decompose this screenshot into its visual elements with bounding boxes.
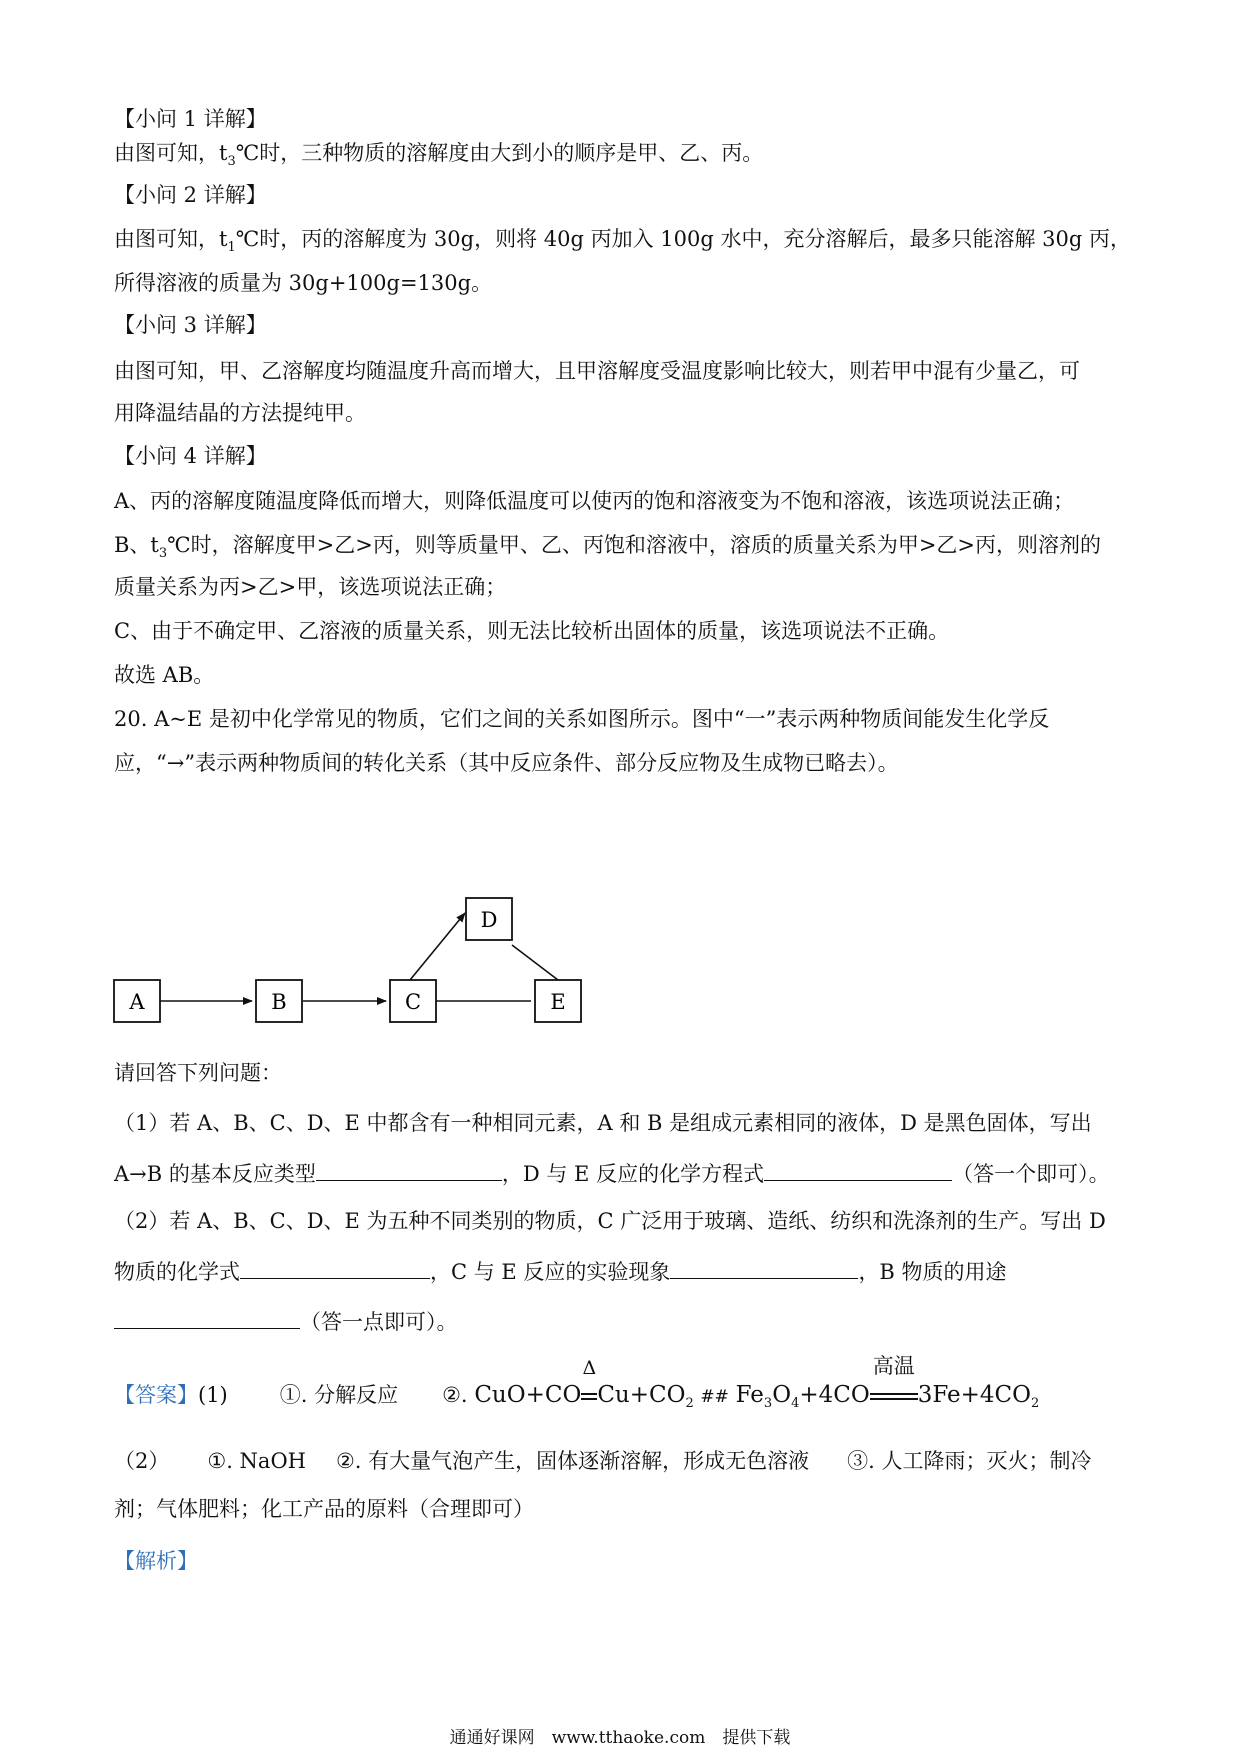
node-c-label: C — [404, 990, 422, 1014]
subquestion-20-1-line2: A→B 的基本反应类型 ，D 与 E 反应的化学方程式 （答一个即可）。 — [114, 1158, 1124, 1189]
equation-2: $Fe_3O_4+4CO$ 高温 $3Fe+4CO_2$ — [735, 1354, 1040, 1411]
answer-1-1: ①. 分解反应 — [279, 1383, 399, 1407]
subquestion-4-option-c: C、由于不确定甲、乙溶液的质量关系，则无法比较析出固体的质量，该选项说法不正确。 — [114, 619, 950, 643]
node-c — [390, 980, 436, 1022]
subquestion-20-1-line1: （1）若 A、B、C、D、E 中都含有一种相同元素，A 和 B 是组成元素相同的液体，D 是黑色固体，写出 — [114, 1111, 1092, 1135]
answer-line-1: 【答案】(1) ①. 分解反应 ②. CuO+CO Δ $Cu+CO_2$ ## $Fe_3O_4+4CO$ 高温 $3Fe+4CO_2$ — [114, 1354, 1040, 1411]
node-b — [256, 980, 302, 1022]
subquestion-4-option-b-line2: 质量关系为丙>乙>甲，该选项说法正确； — [114, 575, 507, 599]
subquestion-1-heading: 【小问 1 详解】 — [114, 107, 267, 131]
answer-blank[interactable] — [240, 1256, 430, 1279]
subquestion-20-2-line3: （答一点即可）。 — [114, 1306, 1124, 1337]
footer-source: 通通好课网 www.tthaoke.com 提供下载 — [449, 1728, 791, 1748]
question-20-stem-line2: 应，“→”表示两种物质间的转化关系（其中反应条件、部分反应物及生成物已略去）。 — [114, 751, 899, 775]
answer-line-2: （2） ①. NaOH ②. 有大量气泡产生，固体逐渐溶解，形成无色溶液 ③. 人工降雨；灭火；制冷 — [114, 1449, 1092, 1473]
subquestion-4-heading: 【小问 4 详解】 — [114, 444, 267, 468]
node-b-label: B — [271, 990, 287, 1014]
subquestion-4-choice: 故选 AB。 — [114, 663, 215, 687]
equation-1: CuO+CO Δ $Cu+CO_2$ — [474, 1357, 694, 1411]
subquestion-1-text: 由图可知，$t_3℃$时，三种物质的溶解度由大到小的顺序是甲、乙、丙。 — [114, 141, 764, 169]
node-d — [466, 898, 512, 940]
subquestion-2-text-line1: 由图可知，$t_1℃$时，丙的溶解度为 30g，则将 40g 丙加入 100g 水中，充分溶解后，最多只能溶解 30g 丙， — [114, 227, 1131, 255]
subquestion-20-2-line1: （2）若 A、B、C、D、E 为五种不同类别的物质，C 广泛用于玻璃、造纸、纺织和洗涤剂的生产。写出 D — [114, 1209, 1106, 1233]
answer-tag: 【答案】 — [114, 1383, 198, 1407]
subquestion-20-2-line2: 物质的化学式 ，C 与 E 反应的实验现象 ，B 物质的用途 — [114, 1256, 1124, 1287]
arrow-c-to-d — [410, 913, 465, 980]
subquestion-2-text-line2: 所得溶液的质量为 30g+100g=130g。 — [114, 271, 493, 295]
subquestion-3-text-line2: 用降温结晶的方法提纯甲。 — [114, 401, 366, 425]
answer-blank[interactable] — [764, 1158, 952, 1181]
subquestion-3-heading: 【小问 3 详解】 — [114, 313, 267, 337]
subquestion-4-option-b-line1: B、$t_3℃$时，溶解度甲>乙>丙，则等质量甲、乙、丙饱和溶液中，溶质的质量关系为甲>乙>丙，则溶剂的 — [114, 533, 1102, 561]
node-a-label: A — [129, 990, 145, 1014]
question-20-stem-line1: 20. A~E 是初中化学常见的物质，它们之间的关系如图所示。图中“一”表示两种物质间能发生化学反 — [114, 707, 1050, 731]
answer-1-2-label: ②. — [442, 1383, 468, 1407]
answer-line-3: 剂；气体肥料；化工产品的原料（合理即可） — [114, 1497, 534, 1521]
node-a — [114, 980, 160, 1022]
node-e-label: E — [550, 990, 566, 1014]
subquestion-3-text-line1: 由图可知，甲、乙溶解度均随温度升高而增大，且甲溶解度受温度影响比较大，则若甲中混有少量乙，可 — [114, 359, 1080, 383]
analysis-tag: 【解析】 — [114, 1549, 198, 1573]
subquestion-2-heading: 【小问 2 详解】 — [114, 183, 267, 207]
answer-blank[interactable] — [316, 1158, 502, 1181]
prompt-answer-following: 请回答下列问题： — [114, 1061, 282, 1085]
line-d-e — [512, 945, 558, 980]
answer-blank[interactable] — [670, 1256, 858, 1279]
answer-blank[interactable] — [114, 1306, 300, 1329]
subquestion-4-option-a: A、丙的溶解度随温度降低而增大，则降低温度可以使丙的饱和溶液变为不饱和溶液，该选项说法正确； — [114, 489, 1075, 513]
node-e — [535, 980, 581, 1022]
node-d-label: D — [480, 908, 498, 932]
